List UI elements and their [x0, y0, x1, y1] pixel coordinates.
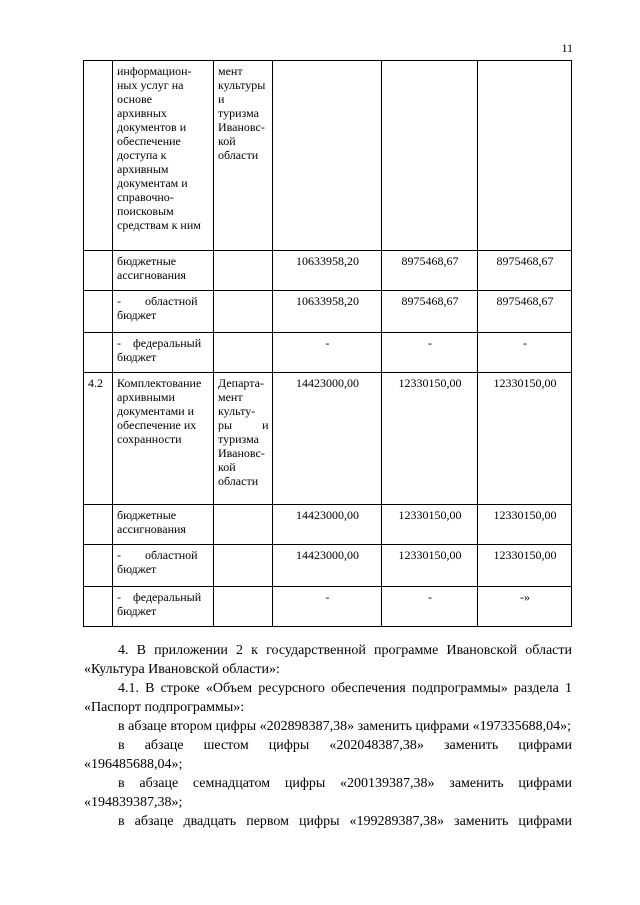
measure-name-line: ассигнования — [117, 522, 186, 536]
value-year-3: 12330150,00 — [478, 505, 572, 545]
page-number: 11 — [561, 41, 573, 55]
executor-line: мент — [218, 390, 243, 404]
measure-name-line: доступа к — [117, 148, 167, 162]
executor — [214, 587, 273, 627]
executor — [214, 545, 273, 587]
measure-name-line: - областной — [117, 548, 198, 562]
measure-name — [113, 291, 214, 333]
measure-name-line: средствам к ним — [117, 218, 201, 232]
measure-name-line: архивными — [117, 390, 175, 404]
paragraph: в абзаце двадцать первом цифры «199289387,38» заменить цифрами — [118, 814, 572, 829]
executor-line: культуры — [218, 78, 266, 92]
value-year-1 — [273, 61, 382, 251]
row-number — [84, 505, 113, 545]
value-year-1: - — [273, 587, 382, 627]
executor-line: области — [218, 148, 259, 162]
measure-name-line: документам и — [117, 176, 188, 190]
value-year-3: -» — [478, 587, 572, 627]
measure-name — [113, 545, 214, 587]
measure-name-line: документами и — [117, 404, 195, 418]
paragraph: в абзаце втором цифры «202898387,38» заменить цифрами «197335688,04»; — [118, 719, 571, 734]
measure-name-line: ассигнования — [117, 268, 186, 282]
table-row — [84, 545, 572, 587]
value-year-1: - — [273, 333, 382, 373]
executor-line: области — [218, 474, 259, 488]
value-year-3 — [478, 61, 572, 251]
table-row — [84, 333, 572, 373]
measure-name-line: документов и — [117, 120, 187, 134]
row-number — [84, 61, 113, 251]
executor-line: туризма — [218, 432, 259, 446]
table-row — [84, 61, 572, 251]
executor — [214, 291, 273, 333]
row-number — [84, 587, 113, 627]
measure-name-line: бюджет — [117, 308, 157, 322]
executor-line: культу- — [218, 404, 256, 418]
value-year-2 — [382, 61, 478, 251]
measure-name-line: поисковым — [117, 204, 174, 218]
executor-line: туризма — [218, 106, 259, 120]
executor-line: и — [218, 92, 225, 106]
budget-table — [83, 60, 572, 627]
executor — [214, 333, 273, 373]
row-number: 4.2 — [84, 373, 113, 505]
table-row — [84, 587, 572, 627]
executor — [214, 373, 273, 505]
value-year-1: 14423000,00 — [273, 373, 382, 505]
executor-line: кой — [218, 134, 236, 148]
measure-name — [113, 373, 214, 505]
measure-name-line: ных услуг на — [117, 78, 184, 92]
value-year-2: 12330150,00 — [382, 373, 478, 505]
paragraph: в абзаце семнадцатом цифры «200139387,38» заменить цифрами «194839387,38»; — [84, 776, 572, 810]
value-year-3: 12330150,00 — [478, 545, 572, 587]
measure-name-line: обеспечение их — [117, 418, 197, 432]
measure-name — [113, 333, 214, 373]
measure-name-line: архивных — [117, 106, 167, 120]
executor-line: ры и — [218, 418, 269, 432]
value-year-1: 10633958,20 — [273, 251, 382, 291]
value-year-1: 14423000,00 — [273, 505, 382, 545]
executor-line: мент — [218, 64, 243, 78]
value-year-3: 12330150,00 — [478, 373, 572, 505]
executor-line: Ивановс- — [218, 120, 265, 134]
paragraph: в абзаце шестом цифры «202048387,38» заменить цифрами «196485688,04»; — [84, 738, 572, 772]
value-year-2: - — [382, 333, 478, 373]
measure-name-line: архивным — [117, 162, 169, 176]
paragraph: 4. В приложении 2 к государственной программе Ивановской области «Культура Ивановской области»: — [84, 643, 572, 677]
measure-name-line: информацион- — [117, 64, 192, 78]
measure-name-line: бюджет — [117, 562, 157, 576]
measure-name — [113, 61, 214, 251]
measure-name — [113, 505, 214, 545]
value-year-3: - — [478, 333, 572, 373]
table-row — [84, 505, 572, 545]
measure-name-line: - областной — [117, 294, 198, 308]
measure-name-line: основе — [117, 92, 152, 106]
executor-line: Департа- — [218, 376, 264, 390]
measure-name-line: сохранности — [117, 432, 182, 446]
table-row — [84, 373, 572, 505]
executor — [214, 61, 273, 251]
measure-name-line: бюджетные — [117, 254, 177, 268]
value-year-3: 8975468,67 — [478, 251, 572, 291]
table-row — [84, 291, 572, 333]
executor — [214, 505, 273, 545]
value-year-2: - — [382, 587, 478, 627]
value-year-2: 8975468,67 — [382, 251, 478, 291]
executor-line: Ивановс- — [218, 446, 265, 460]
measure-name — [113, 251, 214, 291]
row-number — [84, 251, 113, 291]
row-number — [84, 333, 113, 373]
value-year-2: 12330150,00 — [382, 545, 478, 587]
measure-name-line: обеспечение — [117, 134, 181, 148]
amendment-text — [84, 641, 572, 831]
value-year-1: 14423000,00 — [273, 545, 382, 587]
paragraph: 4.1. В строке «Объем ресурсного обеспечения подпрограммы» раздела 1 «Паспорт подпрограммы»: — [84, 681, 572, 715]
measure-name-line: - федеральный — [117, 590, 202, 604]
value-year-2: 8975468,67 — [382, 291, 478, 333]
table-row — [84, 251, 572, 291]
measure-name-line: Комплектование — [117, 376, 202, 390]
value-year-3: 8975468,67 — [478, 291, 572, 333]
executor — [214, 251, 273, 291]
measure-name-line: бюджетные — [117, 508, 177, 522]
measure-name-line: бюджет — [117, 350, 157, 364]
measure-name-line: справочно- — [117, 190, 174, 204]
row-number — [84, 291, 113, 333]
measure-name — [113, 587, 214, 627]
value-year-1: 10633958,20 — [273, 291, 382, 333]
row-number — [84, 545, 113, 587]
measure-name-line: - федеральный — [117, 336, 202, 350]
executor-line: кой — [218, 460, 236, 474]
measure-name-line: бюджет — [117, 604, 157, 618]
value-year-2: 12330150,00 — [382, 505, 478, 545]
